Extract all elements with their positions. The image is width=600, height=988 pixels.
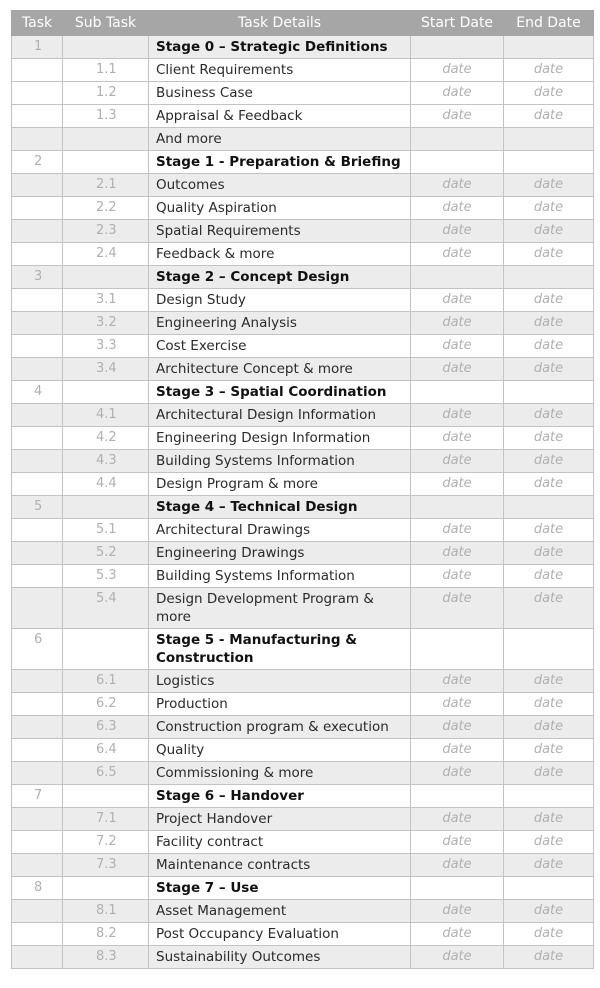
stage-row <box>12 877 594 900</box>
header-task-details: Task Details <box>149 11 411 36</box>
start-date-cell[interactable]: date <box>411 693 504 716</box>
table-row <box>12 335 594 358</box>
table-row <box>12 404 594 427</box>
task-number-cell: 5 <box>12 496 63 519</box>
task-number-cell <box>12 450 63 473</box>
task-details-cell: Architecture Concept & more <box>149 358 411 381</box>
end-date-cell[interactable]: date <box>504 335 594 358</box>
sub-task-cell: 2.1 <box>63 174 149 197</box>
end-date-cell[interactable]: date <box>504 946 594 969</box>
table-row <box>12 739 594 762</box>
start-date-cell[interactable]: date <box>411 900 504 923</box>
task-details-cell: Commissioning & more <box>149 762 411 785</box>
start-date-cell <box>411 266 504 289</box>
end-date-cell[interactable]: date <box>504 808 594 831</box>
end-date-cell[interactable]: date <box>504 900 594 923</box>
start-date-cell[interactable]: date <box>411 404 504 427</box>
end-date-cell[interactable]: date <box>504 739 594 762</box>
sub-task-cell: 4.1 <box>63 404 149 427</box>
start-date-cell[interactable]: date <box>411 358 504 381</box>
table-row <box>12 693 594 716</box>
end-date-cell[interactable]: date <box>504 220 594 243</box>
start-date-cell[interactable]: date <box>411 542 504 565</box>
task-number-cell <box>12 59 63 82</box>
sub-task-cell <box>63 496 149 519</box>
task-details-cell: Design Development Program & more <box>149 588 411 629</box>
task-number-cell <box>12 739 63 762</box>
start-date-cell <box>411 36 504 59</box>
end-date-cell <box>504 151 594 174</box>
table-row <box>12 105 594 128</box>
start-date-cell[interactable]: date <box>411 946 504 969</box>
task-number-cell <box>12 565 63 588</box>
end-date-cell <box>504 266 594 289</box>
task-number-cell <box>12 716 63 739</box>
sub-task-cell: 1.2 <box>63 82 149 105</box>
stage-row <box>12 629 594 670</box>
start-date-cell[interactable]: date <box>411 312 504 335</box>
start-date-cell[interactable]: date <box>411 588 504 629</box>
sub-task-cell <box>63 877 149 900</box>
task-details-cell: Design Program & more <box>149 473 411 496</box>
task-details-cell: Business Case <box>149 82 411 105</box>
end-date-cell[interactable]: date <box>504 404 594 427</box>
start-date-cell[interactable]: date <box>411 174 504 197</box>
sub-task-cell: 2.4 <box>63 243 149 266</box>
task-details-cell: Quality <box>149 739 411 762</box>
end-date-cell[interactable]: date <box>504 197 594 220</box>
end-date-cell[interactable]: date <box>504 450 594 473</box>
start-date-cell <box>411 128 504 151</box>
end-date-cell[interactable]: date <box>504 693 594 716</box>
start-date-cell[interactable]: date <box>411 716 504 739</box>
table-row <box>12 220 594 243</box>
task-number-cell <box>12 831 63 854</box>
sub-task-cell: 6.1 <box>63 670 149 693</box>
start-date-cell[interactable]: date <box>411 808 504 831</box>
start-date-cell[interactable]: date <box>411 82 504 105</box>
task-number-cell: 8 <box>12 877 63 900</box>
sub-task-cell: 8.1 <box>63 900 149 923</box>
task-details-cell: Production <box>149 693 411 716</box>
task-details-cell: Engineering Analysis <box>149 312 411 335</box>
table-row <box>12 59 594 82</box>
table-row <box>12 716 594 739</box>
stage-title-cell: Stage 4 – Technical Design <box>149 496 411 519</box>
task-number-cell <box>12 923 63 946</box>
task-details-cell: Post Occupancy Evaluation <box>149 923 411 946</box>
stage-title-cell: Stage 2 – Concept Design <box>149 266 411 289</box>
task-number-cell <box>12 519 63 542</box>
start-date-cell[interactable]: date <box>411 831 504 854</box>
end-date-cell[interactable]: date <box>504 82 594 105</box>
table-row <box>12 312 594 335</box>
start-date-cell[interactable]: date <box>411 473 504 496</box>
task-number-cell <box>12 670 63 693</box>
task-number-cell: 2 <box>12 151 63 174</box>
header-start-date: Start Date <box>411 11 504 36</box>
task-table-container <box>11 10 593 969</box>
task-details-cell: Engineering Drawings <box>149 542 411 565</box>
task-details-cell: Client Requirements <box>149 59 411 82</box>
task-number-cell <box>12 854 63 877</box>
sub-task-cell: 5.3 <box>63 565 149 588</box>
end-date-cell <box>504 36 594 59</box>
sub-task-cell: 6.2 <box>63 693 149 716</box>
end-date-cell[interactable]: date <box>504 105 594 128</box>
table-row <box>12 197 594 220</box>
start-date-cell <box>411 629 504 670</box>
end-date-cell[interactable]: date <box>504 831 594 854</box>
table-row <box>12 588 594 629</box>
task-details-cell: Maintenance contracts <box>149 854 411 877</box>
table-row <box>12 831 594 854</box>
sub-task-cell: 5.1 <box>63 519 149 542</box>
header-sub-task: Sub Task <box>63 11 149 36</box>
stage-row <box>12 381 594 404</box>
task-number-cell <box>12 946 63 969</box>
sub-task-cell: 6.3 <box>63 716 149 739</box>
end-date-cell[interactable]: date <box>504 473 594 496</box>
sub-task-cell: 3.4 <box>63 358 149 381</box>
sub-task-cell: 7.3 <box>63 854 149 877</box>
sub-task-cell <box>63 36 149 59</box>
start-date-cell[interactable]: date <box>411 427 504 450</box>
task-details-cell: Outcomes <box>149 174 411 197</box>
start-date-cell[interactable]: date <box>411 243 504 266</box>
sub-task-cell <box>63 381 149 404</box>
task-details-cell: Logistics <box>149 670 411 693</box>
task-number-cell <box>12 427 63 450</box>
task-number-cell <box>12 105 63 128</box>
table-row <box>12 289 594 312</box>
stage-row <box>12 785 594 808</box>
task-number-cell <box>12 542 63 565</box>
sub-task-cell: 3.3 <box>63 335 149 358</box>
task-details-cell: Sustainability Outcomes <box>149 946 411 969</box>
task-details-cell: Design Study <box>149 289 411 312</box>
end-date-cell[interactable]: date <box>504 427 594 450</box>
task-details-cell: Project Handover <box>149 808 411 831</box>
table-row <box>12 243 594 266</box>
end-date-cell <box>504 877 594 900</box>
task-number-cell <box>12 243 63 266</box>
task-details-cell: Construction program & execution <box>149 716 411 739</box>
table-row <box>12 946 594 969</box>
sub-task-cell: 5.4 <box>63 588 149 629</box>
task-details-cell: Spatial Requirements <box>149 220 411 243</box>
start-date-cell[interactable]: date <box>411 59 504 82</box>
sub-task-cell: 3.2 <box>63 312 149 335</box>
task-number-cell <box>12 404 63 427</box>
end-date-cell[interactable]: date <box>504 670 594 693</box>
task-details-cell: Feedback & more <box>149 243 411 266</box>
stage-title-cell: Stage 1 - Preparation & Briefing <box>149 151 411 174</box>
table-row <box>12 923 594 946</box>
sub-task-cell: 4.4 <box>63 473 149 496</box>
table-body <box>12 36 594 969</box>
stage-title-cell: Stage 3 – Spatial Coordination <box>149 381 411 404</box>
header-end-date: End Date <box>504 11 594 36</box>
end-date-cell[interactable]: date <box>504 565 594 588</box>
sub-task-cell: 2.2 <box>63 197 149 220</box>
sub-task-cell: 1.3 <box>63 105 149 128</box>
start-date-cell[interactable]: date <box>411 565 504 588</box>
sub-task-cell: 4.3 <box>63 450 149 473</box>
end-date-cell[interactable]: date <box>504 716 594 739</box>
sub-task-cell: 1.1 <box>63 59 149 82</box>
start-date-cell[interactable]: date <box>411 670 504 693</box>
table-row <box>12 174 594 197</box>
start-date-cell[interactable]: date <box>411 105 504 128</box>
table-row <box>12 900 594 923</box>
sub-task-cell: 8.3 <box>63 946 149 969</box>
stage-title-cell: Stage 5 - Manufacturing & Construction <box>149 629 411 670</box>
sub-task-cell: 4.2 <box>63 427 149 450</box>
start-date-cell[interactable]: date <box>411 197 504 220</box>
task-number-cell <box>12 900 63 923</box>
start-date-cell[interactable]: date <box>411 762 504 785</box>
end-date-cell[interactable]: date <box>504 923 594 946</box>
end-date-cell[interactable]: date <box>504 588 594 629</box>
start-date-cell[interactable]: date <box>411 854 504 877</box>
task-number-cell <box>12 588 63 629</box>
table-row <box>12 427 594 450</box>
task-details-cell: Architectural Drawings <box>149 519 411 542</box>
stage-title-cell: Stage 7 – Use <box>149 877 411 900</box>
table-row <box>12 473 594 496</box>
task-details-cell: Asset Management <box>149 900 411 923</box>
task-number-cell <box>12 174 63 197</box>
table-row <box>12 519 594 542</box>
stage-row <box>12 266 594 289</box>
stage-title-cell: Stage 0 – Strategic Definitions <box>149 36 411 59</box>
end-date-cell[interactable]: date <box>504 542 594 565</box>
task-details-cell: Architectural Design Information <box>149 404 411 427</box>
stage-title-cell: Stage 6 – Handover <box>149 785 411 808</box>
task-details-cell: Cost Exercise <box>149 335 411 358</box>
end-date-cell <box>504 381 594 404</box>
end-date-cell <box>504 128 594 151</box>
sub-task-cell <box>63 785 149 808</box>
start-date-cell[interactable]: date <box>411 289 504 312</box>
task-table <box>11 10 594 969</box>
table-row <box>12 542 594 565</box>
sub-task-cell: 5.2 <box>63 542 149 565</box>
start-date-cell[interactable]: date <box>411 220 504 243</box>
start-date-cell <box>411 785 504 808</box>
end-date-cell[interactable]: date <box>504 312 594 335</box>
sub-task-cell <box>63 151 149 174</box>
end-date-cell <box>504 496 594 519</box>
task-number-cell <box>12 335 63 358</box>
task-number-cell: 7 <box>12 785 63 808</box>
sub-task-cell: 6.5 <box>63 762 149 785</box>
task-number-cell <box>12 82 63 105</box>
table-row <box>12 128 594 151</box>
task-details-cell: And more <box>149 128 411 151</box>
task-number-cell <box>12 693 63 716</box>
task-number-cell: 1 <box>12 36 63 59</box>
sub-task-cell: 2.3 <box>63 220 149 243</box>
table-header <box>12 11 594 36</box>
task-number-cell <box>12 473 63 496</box>
task-number-cell: 4 <box>12 381 63 404</box>
table-row <box>12 82 594 105</box>
task-number-cell: 3 <box>12 266 63 289</box>
table-row <box>12 670 594 693</box>
stage-row <box>12 496 594 519</box>
start-date-cell[interactable]: date <box>411 450 504 473</box>
end-date-cell <box>504 629 594 670</box>
table-row <box>12 762 594 785</box>
start-date-cell[interactable]: date <box>411 739 504 762</box>
end-date-cell[interactable]: date <box>504 358 594 381</box>
task-number-cell <box>12 808 63 831</box>
task-number-cell <box>12 289 63 312</box>
table-row <box>12 854 594 877</box>
task-details-cell: Quality Aspiration <box>149 197 411 220</box>
start-date-cell <box>411 496 504 519</box>
sub-task-cell: 7.2 <box>63 831 149 854</box>
sub-task-cell: 8.2 <box>63 923 149 946</box>
sub-task-cell: 3.1 <box>63 289 149 312</box>
task-details-cell: Facility contract <box>149 831 411 854</box>
task-details-cell: Building Systems Information <box>149 565 411 588</box>
task-number-cell <box>12 312 63 335</box>
end-date-cell[interactable]: date <box>504 519 594 542</box>
task-number-cell: 6 <box>12 629 63 670</box>
sub-task-cell: 6.4 <box>63 739 149 762</box>
end-date-cell <box>504 785 594 808</box>
end-date-cell[interactable]: date <box>504 762 594 785</box>
stage-row <box>12 36 594 59</box>
sub-task-cell <box>63 266 149 289</box>
table-row <box>12 565 594 588</box>
start-date-cell[interactable]: date <box>411 923 504 946</box>
start-date-cell[interactable]: date <box>411 335 504 358</box>
end-date-cell[interactable]: date <box>504 854 594 877</box>
task-number-cell <box>12 128 63 151</box>
task-details-cell: Appraisal & Feedback <box>149 105 411 128</box>
task-number-cell <box>12 358 63 381</box>
table-row <box>12 808 594 831</box>
start-date-cell <box>411 381 504 404</box>
header-task: Task <box>12 11 63 36</box>
task-number-cell <box>12 197 63 220</box>
task-details-cell: Engineering Design Information <box>149 427 411 450</box>
sub-task-cell: 7.1 <box>63 808 149 831</box>
start-date-cell[interactable]: date <box>411 519 504 542</box>
end-date-cell[interactable]: date <box>504 59 594 82</box>
end-date-cell[interactable]: date <box>504 174 594 197</box>
task-details-cell: Building Systems Information <box>149 450 411 473</box>
start-date-cell <box>411 151 504 174</box>
table-row <box>12 358 594 381</box>
end-date-cell[interactable]: date <box>504 243 594 266</box>
end-date-cell[interactable]: date <box>504 289 594 312</box>
task-number-cell <box>12 762 63 785</box>
table-row <box>12 450 594 473</box>
sub-task-cell <box>63 128 149 151</box>
start-date-cell <box>411 877 504 900</box>
sub-task-cell <box>63 629 149 670</box>
stage-row <box>12 151 594 174</box>
task-number-cell <box>12 220 63 243</box>
